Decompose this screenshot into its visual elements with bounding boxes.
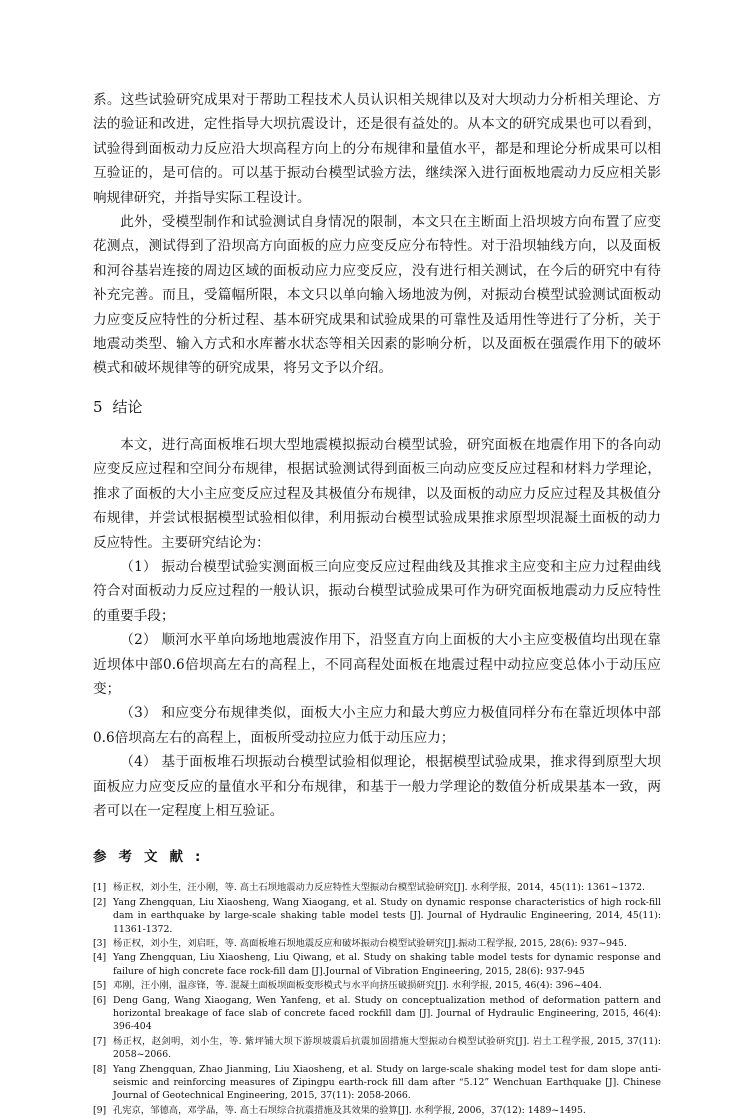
reference-item bbox=[93, 1104, 661, 1117]
reference-number: [6] bbox=[93, 994, 107, 1006]
section-title: 结论 bbox=[112, 397, 143, 416]
reference-list bbox=[93, 881, 661, 1117]
reference-text: 杨正权，赵剑明，刘小生，等. 紫坪铺大坝下游坝坡震后抗震加固措施大型振动台模型试验研究[J]. 岩土工程学报, 2015, 37(11): 2058~2066. bbox=[113, 1035, 661, 1061]
reference-number: [2] bbox=[93, 896, 107, 908]
conclusion-item-3: （3） 和应变分布规律类似，面板大小主应力和最大剪应力极值同样分布在靠近坝体中部0.6倍坝高左右的高程上，面板所受动拉应力低于动压应力； bbox=[93, 705, 661, 746]
reference-item bbox=[93, 881, 661, 894]
reference-number: [7] bbox=[93, 1035, 107, 1047]
paper-page bbox=[93, 88, 661, 1118]
reference-number: [9] bbox=[93, 1104, 107, 1116]
conclusion-item-1: （1） 振动台模型试验实测面板三向应变反应过程曲线及其推求主应变和主应力过程曲线符合对面板动力反应过程的一般认识，振动台模型试验成果可作为研究面板地震动力反应特性的重要手段； bbox=[93, 558, 661, 624]
body-paragraph-limitations: 此外，受模型制作和试验测试自身情况的限制，本文只在主断面上沿坝坡方向布置了应变花测点，测试得到了沿坝高方向面板的应力应变反应分布特性。对于沿坝轴线方向，以及面板和河谷基岩连接的周边区域的面板动应力应变反应，没有进行相关测试，在今后的研究中有待补充完善。而且，受篇幅所限，本文只以单向输入场地波为例，对振动台模型试验测试面板动力应变反应特性的分析过程、基本研究成果和试验成果的可靠性及适用性等进行了分析，关于地震动类型、输入方式和水库蓄水状态等相关因素的影响分析，以及面板在强震作用下的破坏模式和破坏规律等的研究成果，将另文予以介绍。 bbox=[93, 214, 661, 377]
reference-text: 杨正权，刘小生，刘启旺，等. 高面板堆石坝地震反应和破坏振动台模型试验研究[J].振动工程学报, 2015, 28(6): 937~945. bbox=[113, 938, 627, 949]
reference-text: 邓刚，汪小刚，温彦锋，等. 混凝土面板坝面板变形模式与水平向挤压破损研究[J]. 水利学报, 2015, 46(4): 396~404. bbox=[113, 980, 602, 992]
reference-text: Yang Zhengquan, Liu Xiaosheng, Liu Qiwang, et al. Study on shaking table model tests for dynamic response and failure of high concrete face rock-fill dam [J].Journal of Vibration Engineering, 2015, 28(6): 937-945 bbox=[113, 952, 661, 977]
reference-text: 杨正权，刘小生，汪小刚，等. 高土石坝地震动力反应特性大型振动台模型试验研究[J]. 水利学报，2014，45(11): 1361~1372. bbox=[113, 882, 645, 894]
reference-text: Yang Zhengquan, Liu Xiaosheng, Wang Xiaogang, et al. Study on dynamic response characteristics of high rock-fill dam in earthquake by large-scale shaking table model tests [J]. Journal of Hydraulic Engineering, 2014, 45(11): 11361-1372. bbox=[113, 896, 661, 935]
reference-item bbox=[93, 1035, 661, 1062]
reference-item bbox=[93, 951, 661, 978]
reference-item bbox=[93, 896, 661, 936]
reference-number: [3] bbox=[93, 938, 107, 949]
reference-text: Deng Gang, Wang Xiaogang, Wen Yanfeng, et al. Study on conceptualization method of deformation pattern and horizontal breakage of face slab of concrete faced rockfill dam [J]. Journal of Hydraulic Engineering, 2015, 46(4): 396-404 bbox=[113, 994, 661, 1033]
reference-number: [5] bbox=[93, 980, 107, 992]
conclusion-item-2: （2） 顺河水平单向场地地震波作用下，沿竖直方向上面板的大小主应变极值均出现在靠近坝体中部0.6倍坝高左右的高程上，不同高程处面板在地震过程中动拉应变总体小于动压应变； bbox=[93, 632, 661, 697]
reference-item bbox=[93, 937, 661, 950]
body-paragraph-continuation: 系。这些试验研究成果对于帮助工程技术人员认识相关规律以及对大坝动力分析相关理论、方法的验证和改进，定性指导大坝抗震设计，还是很有益处的。从本文的研究成果也可以看到，试验得到面板动力反应沿大坝高程方向上的分布规律和量值水平，都是和理论分析成果可以相互验证的，是可信的。可以基于振动台模型试验方法，继续深入进行面板地震动力反应相关影响规律研究，并指导实际工程设计。 bbox=[93, 92, 661, 206]
references-heading: 参考文献: bbox=[93, 849, 213, 866]
reference-item bbox=[93, 1063, 661, 1103]
section-heading bbox=[93, 395, 661, 419]
reference-item bbox=[93, 994, 661, 1034]
section-number: 5 bbox=[93, 397, 103, 416]
reference-number: [4] bbox=[93, 952, 107, 964]
conclusion-intro: 本文，进行高面板堆石坝大型地震模拟振动台模型试验，研究面板在地震作用下的各向动应变反应过程和空间分布规律，根据试验测试得到面板三向动应变反应过程和材料力学理论，推求了面板的大小主应变反应过程及其极值分布规律，以及面板的动应力反应过程及其极值分布规律，并尝试根据模型试验相似律，利用振动台模型试验成果推求原型坝混凝土面板的动力反应特性。主要研究结论为： bbox=[93, 436, 661, 551]
reference-text: Yang Zhengquan, Zhao Jianming, Liu Xiaosheng, et al. Study on large-scale shaking model test for dam slope anti-seismic and reinforcing measures of Zipingpu earth-rock fill dam after “5.12” Wenchuan Earthquake [J]. Chinese Journal of Geotechnical Engineering, 2015, 37(11): 2058-2066. bbox=[113, 1063, 661, 1102]
reference-text: 孔宪京，邹德高，邓学晶，等. 高土石坝综合抗震措施及其效果的验算[J]. 水利学报, 2006，37(12): 1489~1495. bbox=[113, 1104, 586, 1116]
conclusion-item-4: （4） 基于面板堆石坝振动台模型试验相似理论，根据模型试验成果，推求得到原型大坝面板应力应变反应的量值水平和分布规律，和基于一般力学理论的数值分析成果基本一致，两者可以在一定程度上相互验证。 bbox=[93, 754, 661, 819]
reference-number: [8] bbox=[93, 1063, 107, 1075]
reference-item bbox=[93, 979, 661, 992]
reference-number: [1] bbox=[93, 882, 107, 894]
